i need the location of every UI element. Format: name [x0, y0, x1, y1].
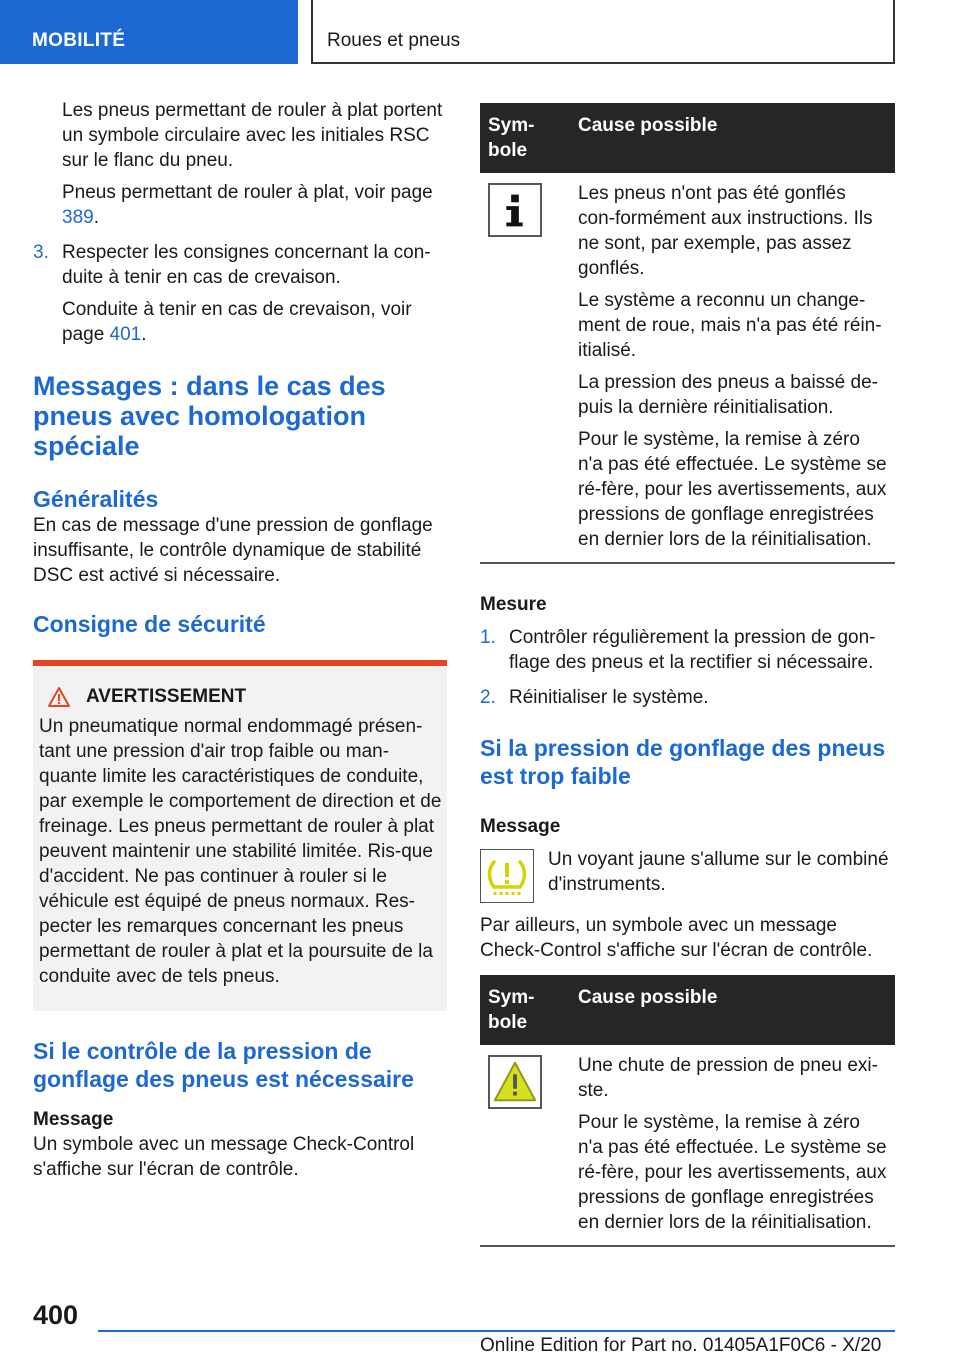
cause-table-1	[480, 103, 895, 564]
measure-item-1	[480, 625, 895, 675]
general-text: En cas de message d'une pression de gonflage insuffisante, le contrôle dynamique de stabilité DSC est activé si nécessaire.	[33, 515, 433, 586]
additional-text: Par ailleurs, un symbole avec un message Check-Control s'affiche sur l'écran de contrôle.	[480, 915, 873, 961]
measure-heading: Mesure	[480, 594, 547, 615]
table-row	[480, 1045, 895, 1246]
reset-heading: Si le contrôle de la pression de gonflage des pneus est nécessaire	[33, 1038, 414, 1092]
left-column	[33, 98, 447, 1182]
page-number: 400	[33, 1300, 79, 1330]
footer-divider	[98, 1330, 895, 1332]
warning-header	[39, 686, 447, 708]
message-subheading: Message	[33, 1109, 114, 1130]
warning-triangle-icon	[488, 1055, 542, 1109]
warning-title: AVERTISSEMENT	[86, 686, 247, 707]
messages-heading: Messages : dans le cas des pneus avec homologation spéciale	[33, 371, 386, 461]
page-link-401[interactable]: 401	[109, 324, 142, 345]
list-item-3	[33, 240, 447, 290]
message-text: Un symbole avec un message Check-Control s'affiche sur l'écran de contrôle.	[33, 1134, 415, 1180]
cause-cell: Les pneus n'ont pas été gonflés con‐formément aux instructions. Ils ne sont, par exemple, pas assez gonflés. Le système a reconnu un change‐ment de roue, mais n'a pas été réin‐itialisé. La pression des pneus a baissé de‐puis la dernière réinitialisation. Pour le système, la remise à zéro n'a pas été effectuée. Le système se ré‐fère, pour les avertissements, aux pressions de gonflage enregistrées en dernier lors de la réinitialisation.	[570, 173, 895, 563]
flat-tire-reference: Conduite à tenir en cas de crevaison, voir page 401.	[62, 299, 412, 345]
warning-text: Un pneumatique normal endommagé présen‐tant une pression d'air trop faible ou man‐quante limite les caractéristiques de conduite, par exemple le comportement de direction et de freinage. Les pneus permettant de rouler à plat peuvent maintenir une stabilité limitée. Ris‐que d'accident. Ne pas continuer à rouler si le véhicule est équipé de pneus normaux. Res‐pecter les remarques concernant les pneus permettant de rouler à plat et la poursuite de la conduite avec de tels pneus.	[39, 716, 442, 987]
symbol-column-header: Sym‐bole	[480, 975, 570, 1045]
cause-column-header: Cause possible	[570, 975, 895, 1045]
measure-item-2	[480, 685, 895, 710]
tire-pressure-warning-icon	[480, 849, 534, 903]
rsc-paragraph: Les pneus permettant de rouler à plat portent un symbole circulaire avec les initiales RSC sur le flanc du pneu.	[62, 100, 443, 171]
table-row	[480, 173, 895, 563]
indicator-text: Un voyant jaune s'allume sur le combiné d'instruments.	[548, 849, 889, 895]
cause-column-header: Cause possible	[570, 103, 895, 173]
list-number: 1.	[480, 627, 496, 648]
list-number: 3.	[33, 242, 49, 263]
cause-table-2	[480, 975, 895, 1247]
safety-heading: Consigne de sécurité	[33, 611, 266, 637]
warning-box	[33, 660, 447, 1011]
section-title: Roues et pneus	[311, 0, 895, 64]
page-link-389[interactable]: 389	[62, 207, 94, 228]
general-heading: Généralités	[33, 486, 159, 512]
edition-text: Online Edition for Part no. 01405A1F0C6 - X/20	[480, 1335, 882, 1356]
symbol-cell	[480, 1045, 570, 1246]
indicator-row	[480, 847, 895, 903]
list-number: 2.	[480, 687, 496, 708]
message-subheading-right: Message	[480, 816, 561, 837]
list-text: Réinitialiser le système.	[509, 687, 709, 708]
warning-triangle-icon	[48, 687, 70, 707]
info-icon	[488, 183, 542, 237]
list-text: Contrôler régulièrement la pression de gon‐flage des pneus et la rectifier si nécessaire.	[509, 627, 876, 673]
symbol-column-header: Sym‐bole	[480, 103, 570, 173]
list-text: Respecter les consignes concernant la con‐duite à tenir en cas de crevaison.	[62, 242, 431, 288]
cause-cell: Une chute de pression de pneu exi‐ste. Pour le système, la remise à zéro n'a pas été effectuée. Le système se ré‐fère, pour les avertissements, aux pressions de gonflage enregistrées en dernier lors de la réinitialisation.	[570, 1045, 895, 1246]
right-column	[480, 103, 895, 1247]
low-pressure-heading: Si la pression de gonflage des pneus est trop faible	[480, 735, 886, 789]
chapter-tab: MOBILITÉ	[0, 0, 298, 64]
runflat-reference: Pneus permettant de rouler à plat, voir page 389.	[62, 182, 433, 228]
symbol-cell	[480, 173, 570, 563]
